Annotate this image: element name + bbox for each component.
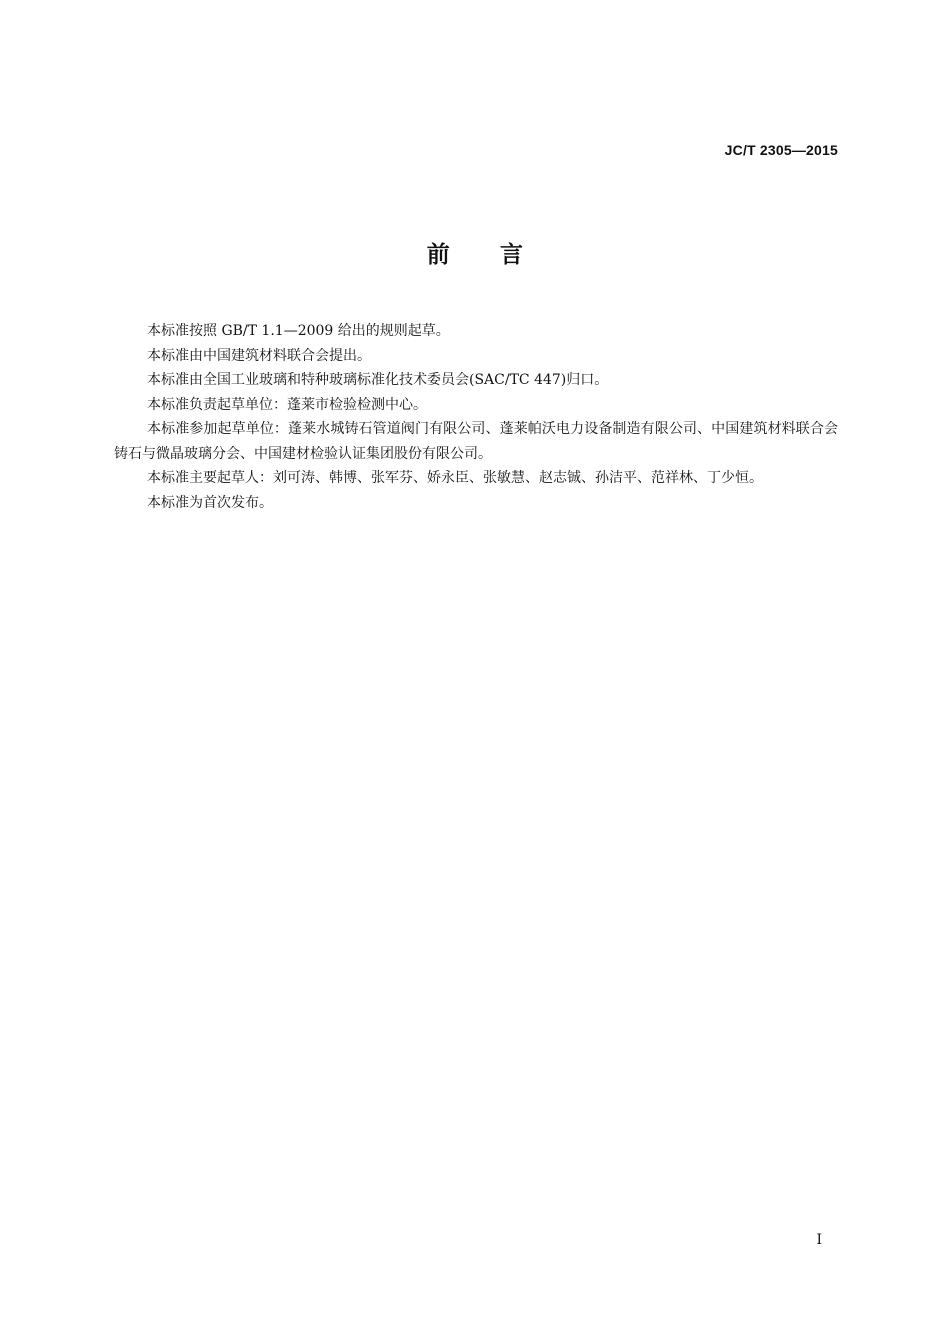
paragraph-administrator: 本标准由全国工业玻璃和特种玻璃标准化技术委员会(SAC/TC 447)归口。 [147, 372, 609, 388]
paragraph-first-release: 本标准为首次发布。 [147, 494, 273, 511]
title-char-2: 言 [500, 242, 524, 268]
page-title [0, 236, 950, 269]
foreword-body [114, 319, 838, 515]
page-number: I [816, 1232, 822, 1248]
paragraph-main-drafters: 本标准主要起草人：刘可涛、韩博、张军芬、娇永臣、张敏慧、赵志铖、孙洁平、范祥林、丁少恒。 [147, 470, 763, 486]
paragraph-drafting-rules: 本标准按照 GB/T 1.1—2009 给出的规则起草。 [147, 323, 450, 339]
title-char-1: 前 [426, 242, 450, 268]
document-code: JC/T 2305—2015 [724, 142, 838, 158]
paragraph-proposer: 本标准由中国建筑材料联合会提出。 [147, 347, 371, 364]
paragraph-participating-drafters: 本标准参加起草单位：蓬莱水城铸石管道阀门有限公司、蓬莱帕沃电力设备制造有限公司、中国建筑材料联合会铸石与微晶玻璃分会、中国建材检验认证集团股份有限公司。 [114, 421, 838, 462]
paragraph-lead-drafter: 本标准负责起草单位：蓬莱市检验检测中心。 [147, 396, 427, 413]
